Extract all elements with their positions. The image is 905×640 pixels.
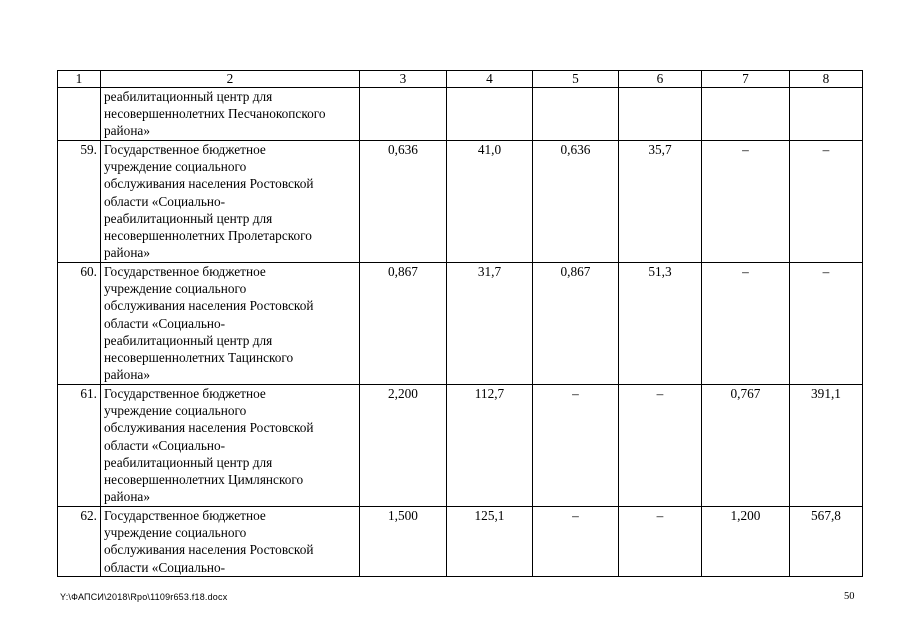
cell-col3	[360, 88, 447, 141]
cell-col3: 1,500	[360, 507, 447, 577]
cell-col3: 0,636	[360, 141, 447, 263]
row-number: 62.	[58, 507, 101, 577]
cell-col3: 0,867	[360, 263, 447, 385]
page-number: 50	[844, 591, 855, 602]
cell-col6: –	[619, 507, 702, 577]
footer-file-path: Y:\ФАПСИ\2018\Rpo\1109r653.f18.docx	[60, 592, 228, 602]
cell-col8: 391,1	[790, 385, 863, 507]
data-table	[57, 70, 863, 577]
cell-col6	[619, 88, 702, 141]
column-header: 3	[360, 71, 447, 88]
cell-col4: 125,1	[447, 507, 533, 577]
column-header: 5	[533, 71, 619, 88]
cell-col7: 1,200	[702, 507, 790, 577]
table-row	[58, 385, 863, 507]
table-row	[58, 141, 863, 263]
cell-col5: –	[533, 507, 619, 577]
column-header: 1	[58, 71, 101, 88]
institution-name: Государственное бюджетное учреждение социального обслуживания населения Ростовской области «Социально- реабилитационный центр для несовершеннолетних Тацинского района»	[101, 263, 360, 385]
column-header: 7	[702, 71, 790, 88]
header-row	[58, 71, 863, 88]
cell-col4: 41,0	[447, 141, 533, 263]
cell-col4: 112,7	[447, 385, 533, 507]
table-row	[58, 88, 863, 141]
column-header: 6	[619, 71, 702, 88]
cell-col3: 2,200	[360, 385, 447, 507]
cell-col7	[702, 88, 790, 141]
row-number: 59.	[58, 141, 101, 263]
institution-name: Государственное бюджетное учреждение социального обслуживания населения Ростовской области «Социально-	[101, 507, 360, 577]
cell-col7: 0,767	[702, 385, 790, 507]
institution-name: Государственное бюджетное учреждение социального обслуживания населения Ростовской области «Социально- реабилитационный центр для несовершеннолетних Цимлянского района»	[101, 385, 360, 507]
institution-name: Государственное бюджетное учреждение социального обслуживания населения Ростовской области «Социально- реабилитационный центр для несовершеннолетних Пролетарского района»	[101, 141, 360, 263]
row-number: 61.	[58, 385, 101, 507]
cell-col6: 51,3	[619, 263, 702, 385]
cell-col5: 0,867	[533, 263, 619, 385]
column-header: 4	[447, 71, 533, 88]
cell-col5: –	[533, 385, 619, 507]
cell-col4: 31,7	[447, 263, 533, 385]
row-number	[58, 88, 101, 141]
cell-col5	[533, 88, 619, 141]
cell-col8: –	[790, 263, 863, 385]
cell-col4	[447, 88, 533, 141]
cell-col8: –	[790, 141, 863, 263]
cell-col7: –	[702, 141, 790, 263]
column-header: 8	[790, 71, 863, 88]
cell-col6: –	[619, 385, 702, 507]
institution-name: реабилитационный центр для несовершеннолетних Песчанокопского района»	[101, 88, 360, 141]
cell-col7: –	[702, 263, 790, 385]
column-header: 2	[101, 71, 360, 88]
cell-col8: 567,8	[790, 507, 863, 577]
table-row	[58, 263, 863, 385]
cell-col8	[790, 88, 863, 141]
cell-col6: 35,7	[619, 141, 702, 263]
cell-col5: 0,636	[533, 141, 619, 263]
row-number: 60.	[58, 263, 101, 385]
table-row	[58, 507, 863, 577]
